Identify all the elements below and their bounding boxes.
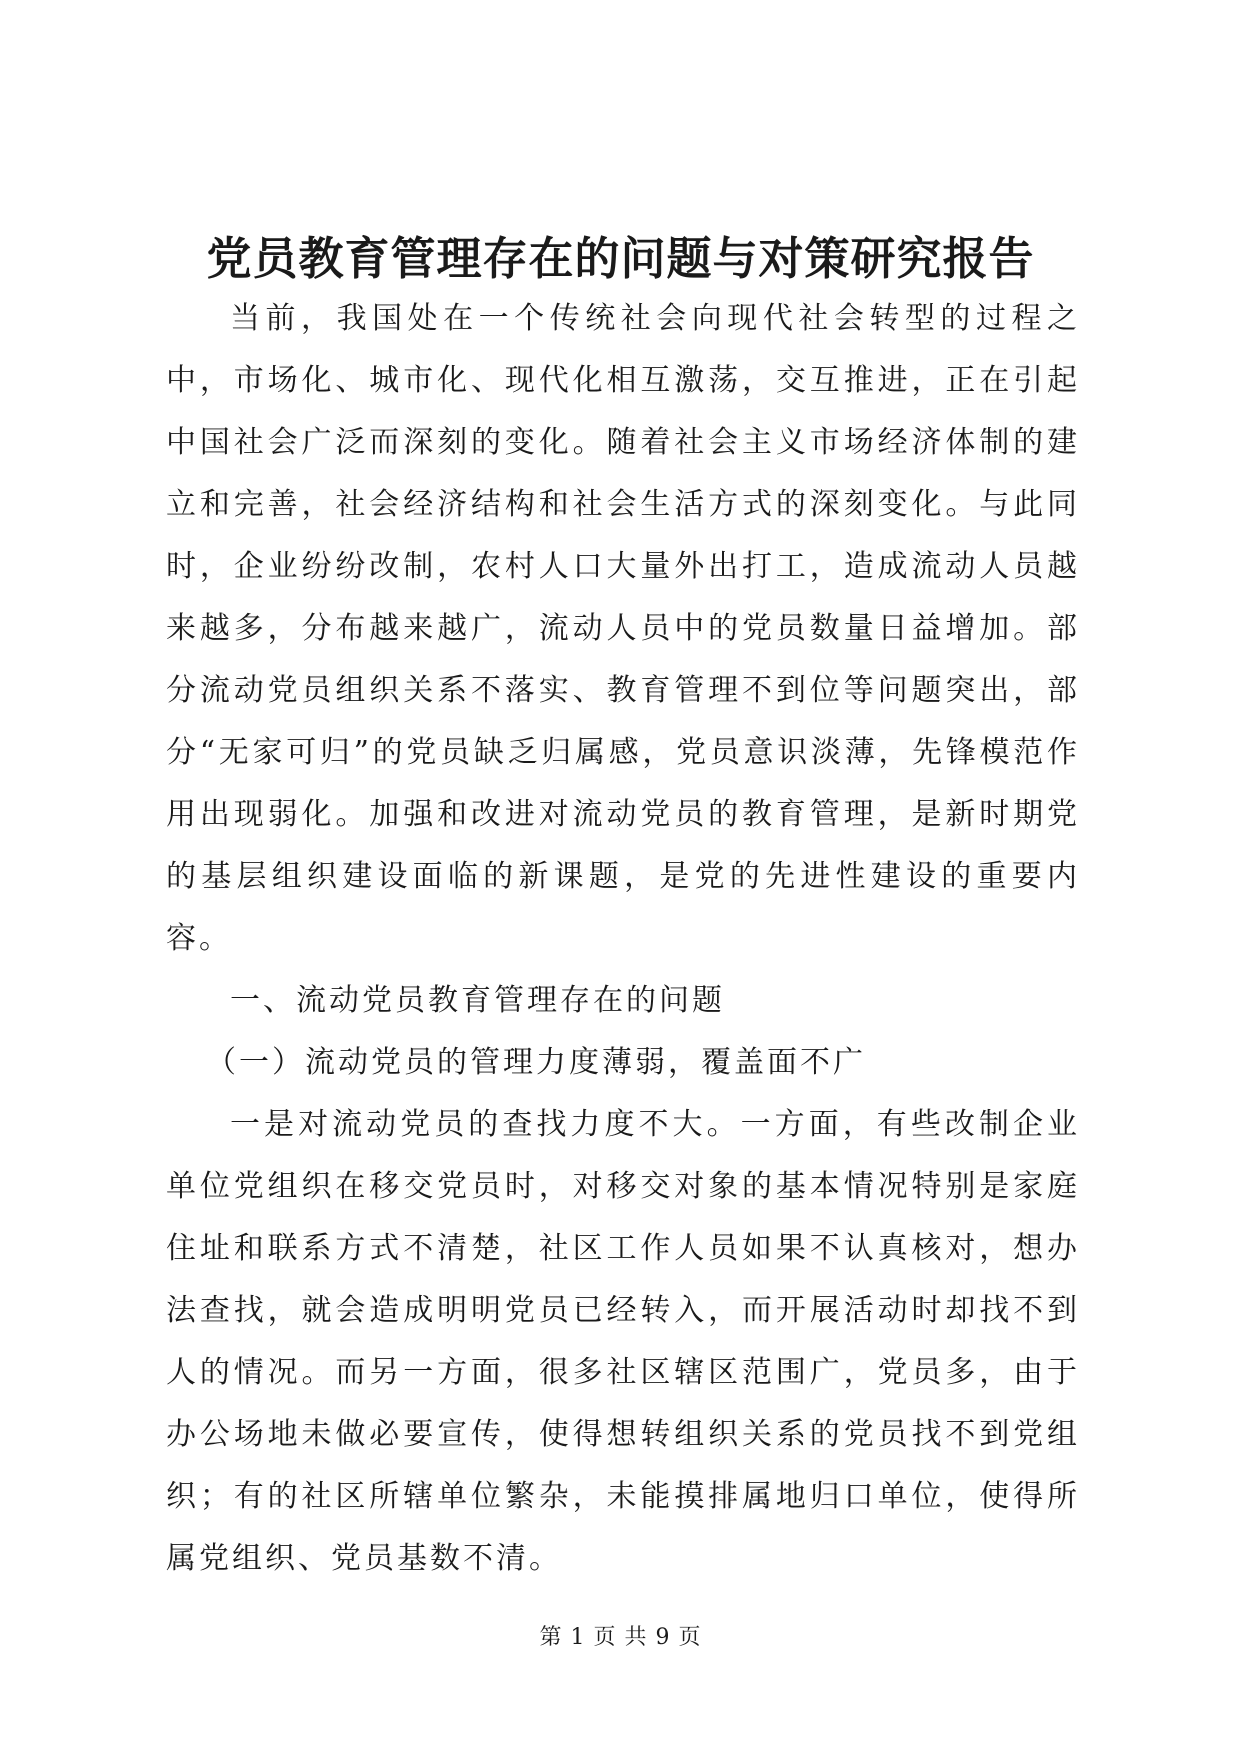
document-title: 党员教育管理存在的问题与对策研究报告: [206, 232, 1035, 285]
paragraph-intro: 当前，我国处在一个传统社会向现代社会转型的过程之中，市场化、城市化、现代化相互激荡，交互推进，正在引起中国社会广泛而深刻的变化。随着社会主义市场经济体制的建立和完善，社会经济结构和社会生活方式的深刻变化。与此同时，企业纷纷改制，农村人口大量外出打工，造成流动人员越来越多，分布越来越广，流动人员中的党员数量日益增加。部分流动党员组织关系不落实、教育管理不到位等问题突出，部分“无家可归”的党员缺乏归属感，党员意识淡薄，先锋模范作用出现弱化。加强和改进对流动党员的教育管理，是新时期党的基层组织建设面临的新课题，是党的先进性建设的重要内容。: [166, 301, 1080, 956]
section-heading: 一、流动党员教育管理存在的问题: [230, 983, 725, 1018]
document-body: [166, 288, 1080, 1590]
subsection-heading: （一）流动党员的管理力度薄弱，覆盖面不广: [206, 1045, 866, 1080]
page-footer: 第 1 页 共 9 页: [539, 1625, 702, 1650]
paragraph-search-issue: 一是对流动党员的查找力度不大。一方面，有些改制企业单位党组织在移交党员时，对移交对象的基本情况特别是家庭住址和联系方式不清楚，社区工作人员如果不认真核对，想办法查找，就会造成明明党员已经转入，而开展活动时却找不到人的情况。而另一方面，很多社区辖区范围广，党员多，由于办公场地未做必要宣传，使得想转组织关系的党员找不到党组织；有的社区所辖单位繁杂，未能摸排属地归口单位，使得所属党组织、党员基数不清。: [166, 1107, 1080, 1576]
